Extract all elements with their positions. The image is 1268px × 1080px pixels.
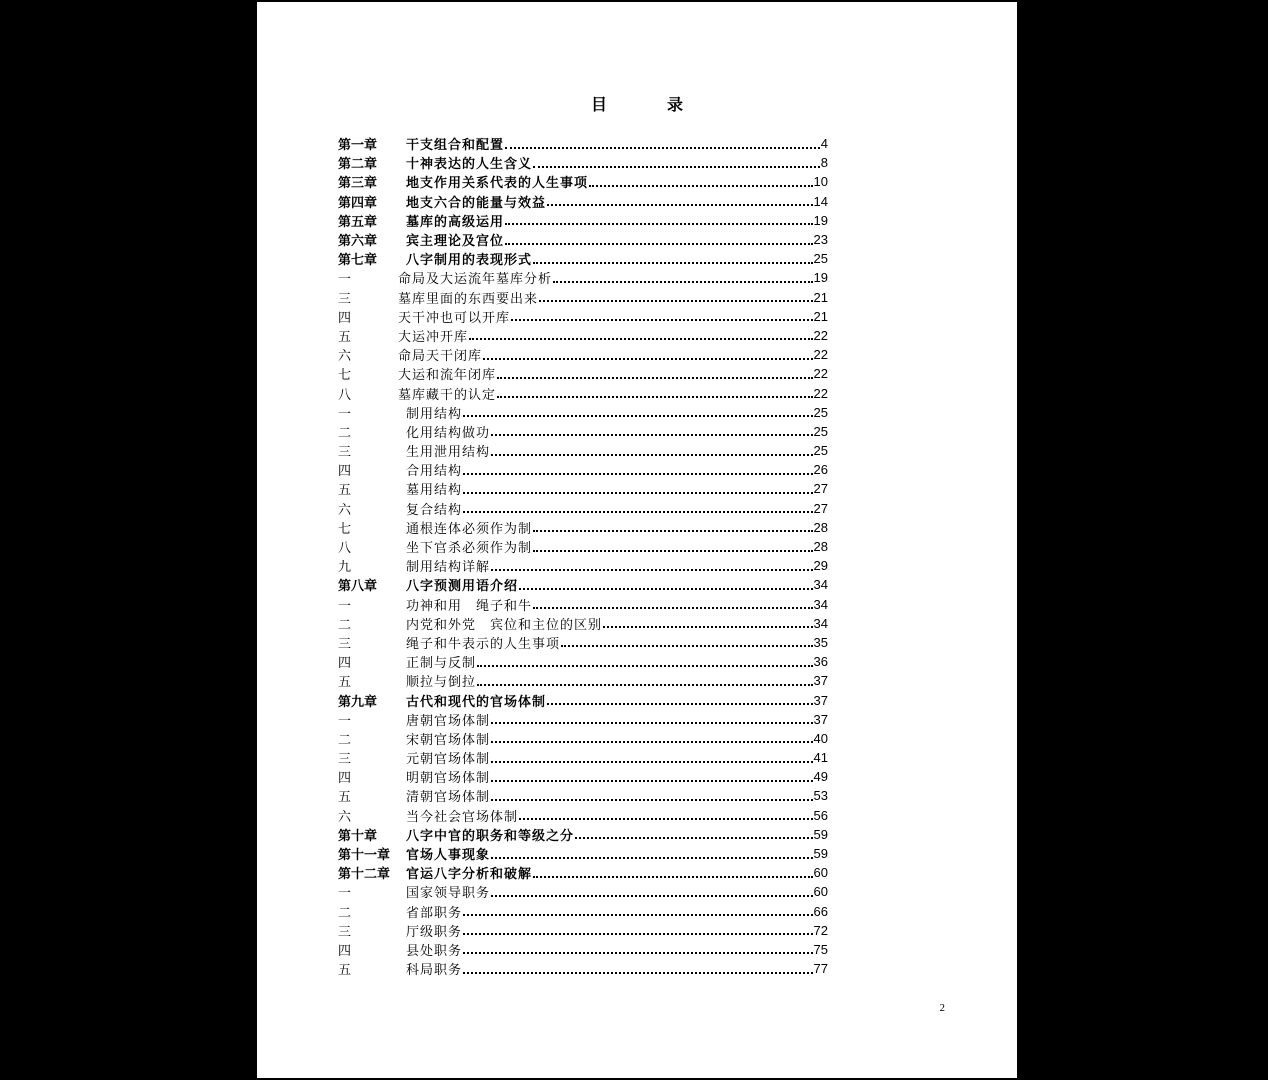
toc-entry-title: 当今社会官场体制 xyxy=(406,809,519,825)
toc-entry-number: 第六章 xyxy=(338,234,378,250)
toc-entry-number: 九 xyxy=(338,560,352,576)
toc-entry-number: 五 xyxy=(338,963,352,979)
toc-entry-title: 八字预测用语介绍 xyxy=(406,579,519,595)
toc-leader-dots xyxy=(491,741,813,743)
toc-leader-dots xyxy=(547,703,813,705)
toc-entry[interactable] xyxy=(338,863,828,882)
toc-entry-title: 地支作用关系代表的人生事项 xyxy=(406,176,589,192)
toc-entry-number: 六 xyxy=(338,349,352,365)
toc-entry-number: 二 xyxy=(338,425,352,441)
toc-entry-number: 第七章 xyxy=(338,253,378,269)
toc-entry[interactable] xyxy=(338,499,828,518)
toc-entry-number: 第五章 xyxy=(338,214,378,230)
toc-leader-dots xyxy=(533,166,820,168)
toc-entry[interactable] xyxy=(338,326,828,345)
toc-entry-page: 41 xyxy=(813,750,828,766)
toc-entry-number: 一 xyxy=(338,713,352,729)
toc-entry-title: 天干冲也可以开库 xyxy=(398,310,511,326)
toc-entry-title: 明朝官场体制 xyxy=(406,771,491,787)
toc-entry-number: 八 xyxy=(338,387,352,403)
toc-entry[interactable] xyxy=(338,940,828,959)
toc-leader-dots xyxy=(477,665,813,667)
toc-entry[interactable] xyxy=(338,556,828,575)
toc-entry[interactable] xyxy=(338,614,828,633)
toc-leader-dots xyxy=(491,780,813,782)
toc-leader-dots xyxy=(491,569,813,571)
toc-entry-page: 19 xyxy=(813,270,828,286)
toc-entry[interactable] xyxy=(338,345,828,364)
toc-leader-dots xyxy=(491,761,813,763)
toc-entry[interactable] xyxy=(338,460,828,479)
toc-leader-dots xyxy=(491,454,813,456)
toc-entry-page: 25 xyxy=(813,251,828,267)
toc-entry-title: 合用结构 xyxy=(406,464,463,480)
toc-entry[interactable] xyxy=(338,518,828,537)
toc-entry-page: 60 xyxy=(813,884,828,900)
toc-leader-dots xyxy=(519,588,813,590)
toc-entry-number: 第一章 xyxy=(338,138,378,154)
toc-entry[interactable] xyxy=(338,921,828,940)
toc-title xyxy=(257,92,1017,115)
toc-entry-title: 通根连体必须作为制 xyxy=(406,521,533,537)
toc-entry-page: 72 xyxy=(813,922,828,938)
toc-entry-page: 25 xyxy=(813,404,828,420)
toc-entry-page: 22 xyxy=(813,385,828,401)
toc-leader-dots xyxy=(533,550,813,552)
toc-entry-page: 22 xyxy=(813,366,828,382)
toc-entry-title: 官场人事现象 xyxy=(406,848,491,864)
toc-leader-dots xyxy=(533,876,813,878)
toc-entry-number: 七 xyxy=(338,521,352,537)
toc-entry[interactable] xyxy=(338,902,828,921)
toc-leader-dots xyxy=(519,818,813,820)
toc-entry-number: 六 xyxy=(338,809,352,825)
toc-entry-title: 省部职务 xyxy=(406,905,463,921)
toc-entry-number: 三 xyxy=(338,291,352,307)
toc-leader-dots xyxy=(491,799,813,801)
toc-leader-dots xyxy=(505,147,820,149)
toc-leader-dots xyxy=(603,626,813,628)
toc-entry[interactable] xyxy=(338,383,828,402)
document-page xyxy=(257,2,1017,1078)
toc-entry-number: 四 xyxy=(338,464,352,480)
toc-entry-title: 绳子和牛表示的人生事项 xyxy=(406,636,561,652)
toc-entry-number: 三 xyxy=(338,924,352,940)
toc-entry[interactable] xyxy=(338,652,828,671)
toc-entry-page: 26 xyxy=(813,462,828,478)
toc-leader-dots xyxy=(463,952,813,954)
toc-entry-page: 37 xyxy=(813,711,828,727)
toc-leader-dots xyxy=(491,722,813,724)
toc-leader-dots xyxy=(511,319,813,321)
toc-entry-number: 五 xyxy=(338,675,352,691)
toc-entry-page: 56 xyxy=(813,807,828,823)
toc-entry-page: 29 xyxy=(813,558,828,574)
toc-entry-number: 八 xyxy=(338,541,352,557)
toc-entry[interactable] xyxy=(338,249,828,268)
toc-entry[interactable] xyxy=(338,441,828,460)
toc-entry[interactable] xyxy=(338,729,828,748)
toc-entry-title: 干支组合和配置 xyxy=(406,138,505,154)
toc-entry-page: 21 xyxy=(813,308,828,324)
toc-leader-dots xyxy=(491,857,813,859)
toc-entry[interactable] xyxy=(338,134,828,153)
toc-leader-dots xyxy=(469,338,813,340)
toc-entry-page: 19 xyxy=(813,212,828,228)
toc-entry[interactable] xyxy=(338,595,828,614)
toc-entry[interactable] xyxy=(338,230,828,249)
toc-entry-number: 第十二章 xyxy=(338,867,391,883)
toc-entry[interactable] xyxy=(338,537,828,556)
toc-entry-page: 14 xyxy=(813,193,828,209)
toc-entry-page: 34 xyxy=(813,577,828,593)
toc-leader-dots xyxy=(505,243,813,245)
toc-entry-number: 五 xyxy=(338,483,352,499)
toc-entry-number: 三 xyxy=(338,445,352,461)
toc-entry-page: 36 xyxy=(813,654,828,670)
toc-entry-number: 第十章 xyxy=(338,828,378,844)
toc-entry[interactable] xyxy=(338,633,828,652)
toc-entry-title: 国家领导职务 xyxy=(406,886,491,902)
toc-entry-title: 顺拉与倒拉 xyxy=(406,675,477,691)
toc-entry-title: 十神表达的人生含义 xyxy=(406,157,533,173)
table-of-contents xyxy=(338,134,828,978)
toc-entry-page: 27 xyxy=(813,500,828,516)
toc-leader-dots xyxy=(463,972,813,974)
toc-entry-title: 八字中官的职务和等级之分 xyxy=(406,828,575,844)
toc-leader-dots xyxy=(497,396,813,398)
toc-entry-title: 大运冲开库 xyxy=(398,329,469,345)
toc-entry-page: 37 xyxy=(813,692,828,708)
toc-leader-dots xyxy=(463,914,813,916)
toc-leader-dots xyxy=(575,837,813,839)
toc-entry-page: 25 xyxy=(813,443,828,459)
toc-entry-title: 墓用结构 xyxy=(406,483,463,499)
toc-entry-page: 8 xyxy=(820,155,828,171)
toc-entry[interactable] xyxy=(338,364,828,383)
toc-entry[interactable] xyxy=(338,153,828,172)
toc-entry-title: 大运和流年闭库 xyxy=(398,368,497,384)
toc-entry-number: 第二章 xyxy=(338,157,378,173)
toc-entry-number: 一 xyxy=(338,272,352,288)
toc-entry-page: 34 xyxy=(813,596,828,612)
toc-entry-page: 49 xyxy=(813,769,828,785)
toc-entry-page: 77 xyxy=(813,961,828,977)
toc-entry-page: 22 xyxy=(813,327,828,343)
toc-entry-page: 28 xyxy=(813,539,828,555)
toc-entry-number: 七 xyxy=(338,368,352,384)
toc-entry-number: 一 xyxy=(338,406,352,422)
toc-entry-title: 墓库里面的东西要出来 xyxy=(398,291,539,307)
toc-entry-title: 厅级职务 xyxy=(406,924,463,940)
toc-entry-title: 宋朝官场体制 xyxy=(406,732,491,748)
toc-title-left: 目 xyxy=(590,95,607,114)
toc-entry[interactable] xyxy=(338,192,828,211)
toc-entry-title: 墓库藏干的认定 xyxy=(398,387,497,403)
toc-leader-dots xyxy=(463,415,813,417)
toc-leader-dots xyxy=(463,933,813,935)
toc-entry-number: 第八章 xyxy=(338,579,378,595)
toc-entry-page: 53 xyxy=(813,788,828,804)
toc-entry-title: 清朝官场体制 xyxy=(406,790,491,806)
toc-entry-number: 一 xyxy=(338,886,352,902)
toc-entry[interactable] xyxy=(338,825,828,844)
toc-entry[interactable] xyxy=(338,671,828,690)
toc-leader-dots xyxy=(533,262,813,264)
toc-entry[interactable] xyxy=(338,786,828,805)
toc-entry-page: 60 xyxy=(813,865,828,881)
toc-entry[interactable] xyxy=(338,307,828,326)
toc-entry-title: 古代和现代的官场体制 xyxy=(406,694,547,710)
toc-entry-number: 三 xyxy=(338,636,352,652)
toc-entry-page: 10 xyxy=(813,174,828,190)
toc-entry-page: 35 xyxy=(813,634,828,650)
toc-entry-page: 28 xyxy=(813,519,828,535)
toc-entry-number: 三 xyxy=(338,752,352,768)
toc-entry[interactable] xyxy=(338,172,828,191)
toc-leader-dots xyxy=(497,377,813,379)
toc-entry[interactable] xyxy=(338,211,828,230)
page-number: 2 xyxy=(939,1002,945,1014)
toc-entry[interactable] xyxy=(338,767,828,786)
toc-entry-title: 地支六合的能量与效益 xyxy=(406,195,547,211)
toc-leader-dots xyxy=(547,204,813,206)
toc-leader-dots xyxy=(491,895,813,897)
toc-entry-title: 制用结构 xyxy=(406,406,463,422)
toc-leader-dots xyxy=(505,223,813,225)
toc-entry[interactable] xyxy=(338,748,828,767)
toc-entry-title: 唐朝官场体制 xyxy=(406,713,491,729)
toc-entry-page: 59 xyxy=(813,846,828,862)
toc-entry-title: 八字制用的表现形式 xyxy=(406,253,533,269)
toc-leader-dots xyxy=(553,281,813,283)
toc-leader-dots xyxy=(477,684,813,686)
toc-entry-title: 科局职务 xyxy=(406,963,463,979)
toc-entry-page: 66 xyxy=(813,903,828,919)
toc-entry-number: 六 xyxy=(338,502,352,518)
toc-entry[interactable] xyxy=(338,479,828,498)
toc-entry-title: 元朝官场体制 xyxy=(406,752,491,768)
toc-leader-dots xyxy=(463,473,813,475)
toc-entry[interactable] xyxy=(338,690,828,709)
toc-leader-dots xyxy=(539,300,813,302)
toc-entry-page: 40 xyxy=(813,730,828,746)
toc-entry-number: 第四章 xyxy=(338,195,378,211)
toc-entry[interactable] xyxy=(338,268,828,287)
toc-entry[interactable] xyxy=(338,959,828,978)
toc-entry-title: 坐下官杀必须作为制 xyxy=(406,541,533,557)
toc-entry-number: 四 xyxy=(338,310,352,326)
toc-leader-dots xyxy=(533,607,813,609)
toc-entry-number: 第三章 xyxy=(338,176,378,192)
toc-entry-page: 25 xyxy=(813,423,828,439)
toc-leader-dots xyxy=(589,185,813,187)
toc-entry-title: 化用结构做功 xyxy=(406,425,491,441)
toc-entry-page: 4 xyxy=(820,136,828,152)
toc-entry[interactable] xyxy=(338,575,828,594)
toc-entry-title: 内党和外党 宾位和主位的区别 xyxy=(406,617,603,633)
toc-entry-title: 命局天干闭库 xyxy=(398,349,483,365)
toc-entry[interactable] xyxy=(338,844,828,863)
toc-leader-dots xyxy=(533,530,813,532)
toc-entry-title: 墓库的高级运用 xyxy=(406,214,505,230)
toc-leader-dots xyxy=(491,434,813,436)
toc-entry-number: 四 xyxy=(338,771,352,787)
toc-entry-page: 21 xyxy=(813,289,828,305)
toc-entry-title: 宾主理论及宫位 xyxy=(406,234,505,250)
toc-entry[interactable] xyxy=(338,806,828,825)
toc-entry-number: 二 xyxy=(338,905,352,921)
toc-entry[interactable] xyxy=(338,710,828,729)
toc-entry-title: 复合结构 xyxy=(406,502,463,518)
toc-entry-page: 27 xyxy=(813,481,828,497)
toc-entry-title: 官运八字分析和破解 xyxy=(406,867,533,883)
toc-entry-number: 第九章 xyxy=(338,694,378,710)
toc-entry[interactable] xyxy=(338,422,828,441)
toc-entry-number: 四 xyxy=(338,943,352,959)
toc-entry-number: 五 xyxy=(338,790,352,806)
toc-entry-page: 34 xyxy=(813,615,828,631)
toc-entry-page: 23 xyxy=(813,232,828,248)
toc-entry-title: 县处职务 xyxy=(406,943,463,959)
toc-entry-title: 正制与反制 xyxy=(406,656,477,672)
toc-entry-title: 命局及大运流年墓库分析 xyxy=(398,272,553,288)
toc-entry-page: 59 xyxy=(813,826,828,842)
toc-entry-number: 二 xyxy=(338,732,352,748)
toc-entry[interactable] xyxy=(338,403,828,422)
toc-leader-dots xyxy=(463,511,813,513)
toc-entry-number: 二 xyxy=(338,617,352,633)
toc-entry-number: 一 xyxy=(338,598,352,614)
toc-leader-dots xyxy=(463,492,813,494)
toc-entry-number: 第十一章 xyxy=(338,848,391,864)
toc-entry-title: 功神和用 绳子和牛 xyxy=(406,598,533,614)
toc-leader-dots xyxy=(483,358,813,360)
toc-entry-page: 75 xyxy=(813,941,828,957)
toc-entry-number: 四 xyxy=(338,656,352,672)
toc-entry-page: 37 xyxy=(813,673,828,689)
toc-entry[interactable] xyxy=(338,288,828,307)
toc-entry-title: 生用泄用结构 xyxy=(406,445,491,461)
toc-entry[interactable] xyxy=(338,882,828,901)
toc-entry-page: 22 xyxy=(813,347,828,363)
toc-entry-number: 五 xyxy=(338,329,352,345)
toc-leader-dots xyxy=(561,645,813,647)
toc-entry-title: 制用结构详解 xyxy=(406,560,491,576)
toc-title-right: 录 xyxy=(667,95,684,114)
